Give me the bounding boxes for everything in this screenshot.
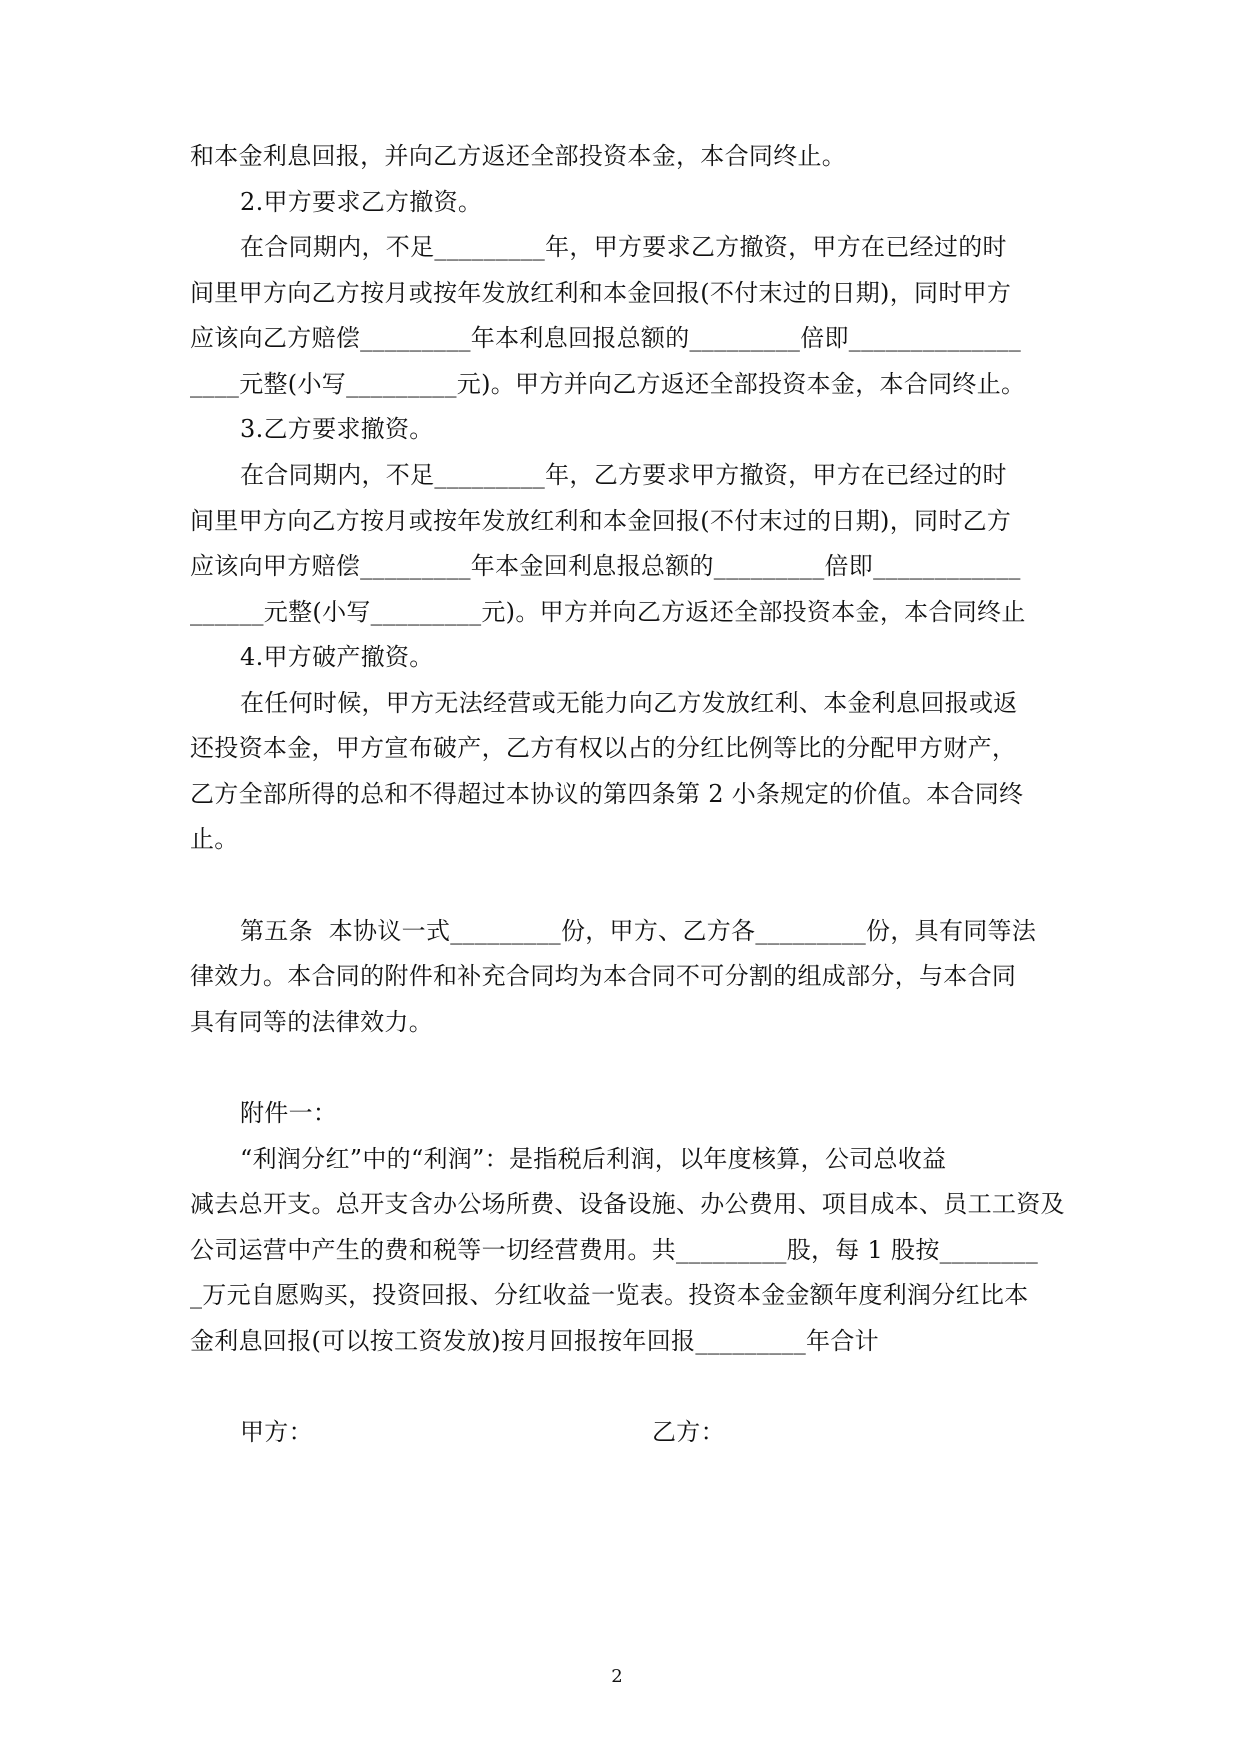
text-line: 间里甲方向乙方按月或按年发放红利和本金回报(不付末过的日期)，同时乙方 <box>190 507 1012 535</box>
text-line: 还投资本金，甲方宣布破产，乙方有权以占的分红比例等比的分配甲方财产， <box>190 734 1017 762</box>
clause-heading: 4.甲方破产撤资。 <box>240 643 434 671</box>
party-b-signature-label: 乙方： <box>652 1418 725 1446</box>
text-line: ______元整(小写_________元)。甲方并向乙方返还全部投资本金，本合同终止 <box>190 598 1026 626</box>
text-line: “利润分红”中的“利润”：是指税后利润，以年度核算，公司总收益 <box>240 1145 947 1173</box>
text-line: 减去总开支。总开支含办公场所费、设备设施、办公费用、项目成本、员工工资及 <box>190 1190 1065 1218</box>
text-line: 应该向甲方赔偿_________年本金回利息报总额的_________倍即____________ <box>190 552 1021 580</box>
text-line: 在任何时候，甲方无法经营或无能力向乙方发放红利、本金利息回报或返 <box>240 689 1018 717</box>
party-a-signature-label: 甲方： <box>240 1418 313 1446</box>
text-line: _万元自愿购买，投资回报、分红收益一览表。投资本金金额年度利润分红比本 <box>190 1281 1029 1309</box>
article-five-line: 第五条 本协议一式_________份，甲方、乙方各_________份，具有同等法 <box>240 917 1037 945</box>
text-line: 止。 <box>190 825 239 853</box>
text-line: 乙方全部所得的总和不得超过本协议的第四条第 2 小条规定的价值。本合同终 <box>190 780 1024 808</box>
appendix-heading: 附件一： <box>240 1099 338 1127</box>
text-line: 间里甲方向乙方按月或按年发放红利和本金回报(不付末过的日期)，同时甲方 <box>190 279 1012 307</box>
text-line: 公司运营中产生的费和税等一切经营费用。共_________股，每 1 股按________ <box>190 1236 1039 1264</box>
text-line: 和本金利息回报，并向乙方返还全部投资本金，本合同终止。 <box>190 142 847 170</box>
clause-heading: 3.乙方要求撤资。 <box>240 415 434 443</box>
text-line: 具有同等的法律效力。 <box>190 1008 433 1036</box>
page-number: 2 <box>611 1666 623 1687</box>
text-line: 在合同期内，不足_________年，乙方要求甲方撤资，甲方在已经过的时 <box>240 461 1007 489</box>
text-line: ____元整(小写_________元)。甲方并向乙方返还全部投资本金，本合同终止。 <box>190 370 1026 398</box>
text-line: 应该向乙方赔偿_________年本利息回报总额的_________倍即______________ <box>190 324 1021 352</box>
text-line: 律效力。本合同的附件和补充合同均为本合同不可分割的组成部分，与本合同 <box>190 962 1017 990</box>
text-line: 在合同期内，不足_________年，甲方要求乙方撤资，甲方在已经过的时 <box>240 233 1007 261</box>
clause-heading: 2.甲方要求乙方撤资。 <box>240 188 483 216</box>
text-line: 金利息回报(可以按工资发放)按月回报按年回报_________年合计 <box>190 1327 879 1355</box>
